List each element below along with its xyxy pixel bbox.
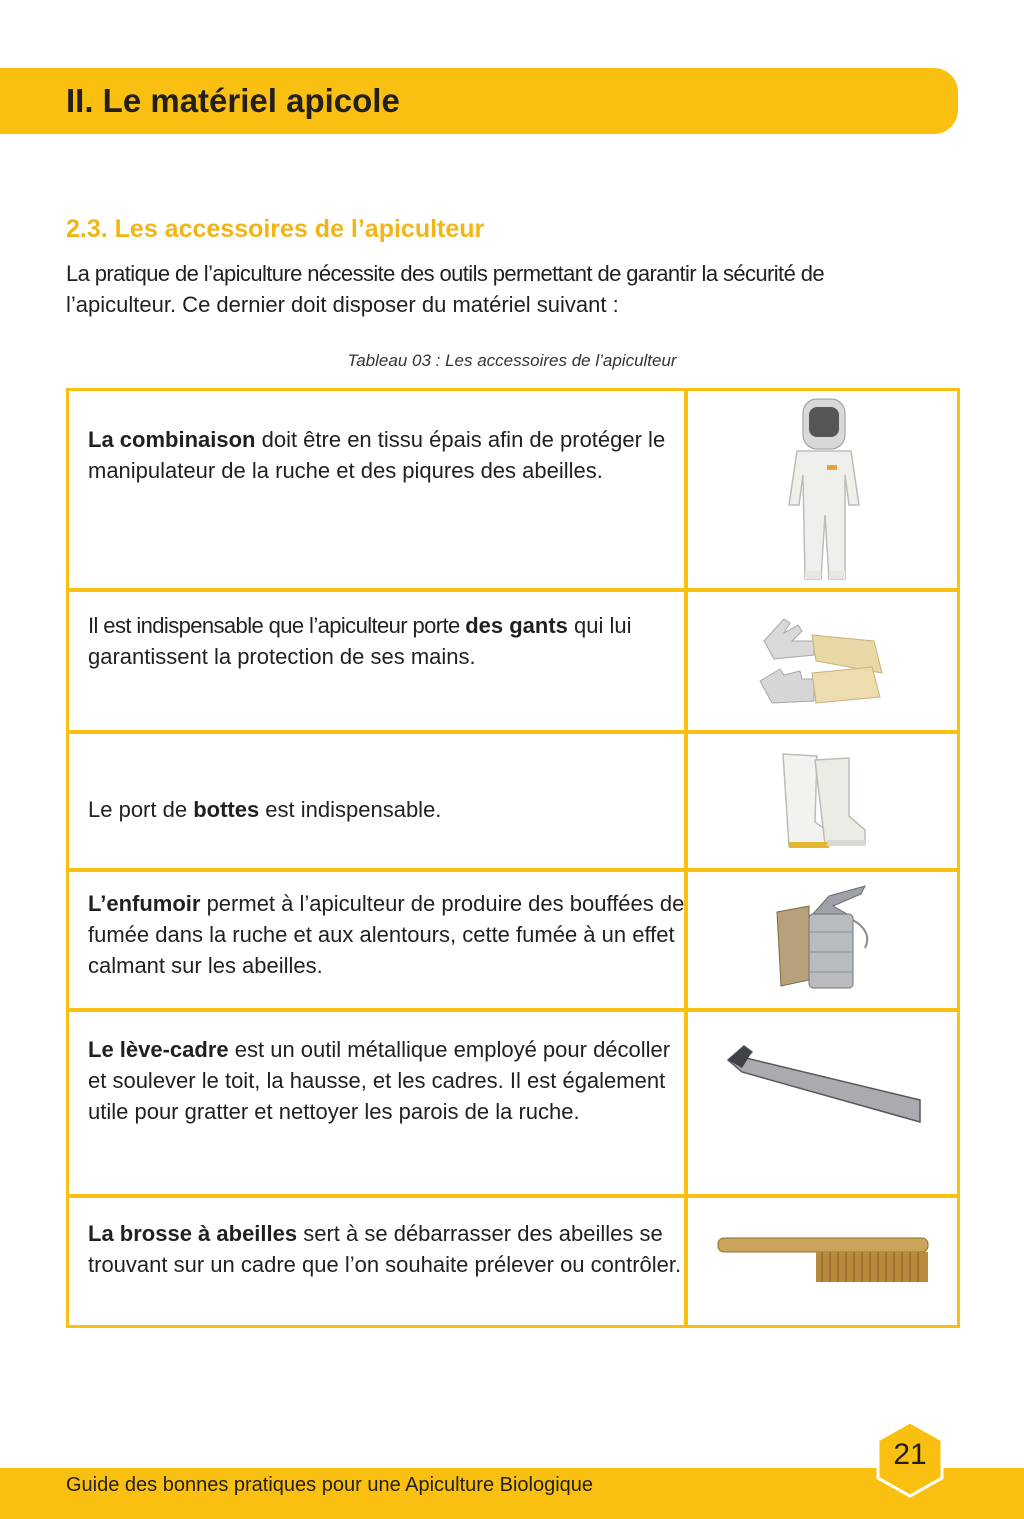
row-description: sert à se débarrasser des abeilles se trouvant sur un cadre que l’on souhaite prélever ou contrôler.: [88, 1221, 682, 1277]
intro-line-1: La pratique de l’apiculture nécessite des outils permettant de garantir la sécurité de: [66, 261, 824, 286]
row-text-gants: [88, 610, 688, 672]
page-number-badge: [876, 1420, 944, 1498]
accessories-table: [66, 388, 960, 1328]
row-text-brosse: [88, 1218, 688, 1280]
row-term: Le lève-cadre: [88, 1037, 229, 1062]
row-description: qui lui garantissent la protection de ses mains.: [88, 613, 632, 669]
row-term: La combinaison: [88, 427, 256, 452]
row-text-combinaison: [88, 424, 688, 486]
bee-brush-image: [688, 1198, 960, 1325]
section-title: 2.3. Les accessoires de l’apiculteur: [66, 215, 485, 243]
row-text-enfumoir: [88, 888, 688, 981]
row-term: des gants: [465, 613, 568, 638]
page-number: 21: [893, 1438, 927, 1471]
row-description: est indispensable.: [259, 797, 442, 822]
footer-text: Guide des bonnes pratiques pour une Apiculture Biologique: [66, 1474, 594, 1496]
row-description: Il est indispensable que l’apiculteur porte: [88, 613, 466, 638]
intro-paragraph: [66, 258, 976, 320]
hive-tool-image: [688, 1012, 960, 1194]
gloves-image: [688, 592, 960, 730]
row-term: bottes: [193, 797, 260, 822]
row-term: La brosse à abeilles: [88, 1221, 298, 1246]
smoker-image: [688, 872, 960, 1008]
row-text-leve-cadre: [88, 1034, 688, 1127]
intro-line-2: l’apiculteur. Ce dernier doit disposer du matériel suivant :: [66, 292, 619, 317]
chapter-title: II. Le matériel apicole: [66, 82, 400, 119]
row-description: Le port de: [88, 797, 194, 822]
row-term: L’enfumoir: [88, 891, 201, 916]
row-description: doit être en tissu épais afin de protéger le manipulateur de la ruche et des piqures des abeilles.: [88, 427, 666, 483]
bee-suit-image: [688, 392, 960, 588]
boots-image: [688, 734, 960, 868]
row-description: est un outil métallique employé pour décoller et soulever le toit, la hausse, et les cadres. Il est également utile pour gratter et nettoyer les parois de la ruche.: [88, 1037, 671, 1124]
row-text-bottes: [88, 794, 688, 825]
row-description: permet à l’apiculteur de produire des bouffées de fumée dans la ruche et aux alentours, cette fumée à un effet calmant sur les abeilles.: [88, 891, 685, 978]
table-caption: Tableau 03 : Les accessoires de l’apiculteur: [347, 351, 677, 370]
